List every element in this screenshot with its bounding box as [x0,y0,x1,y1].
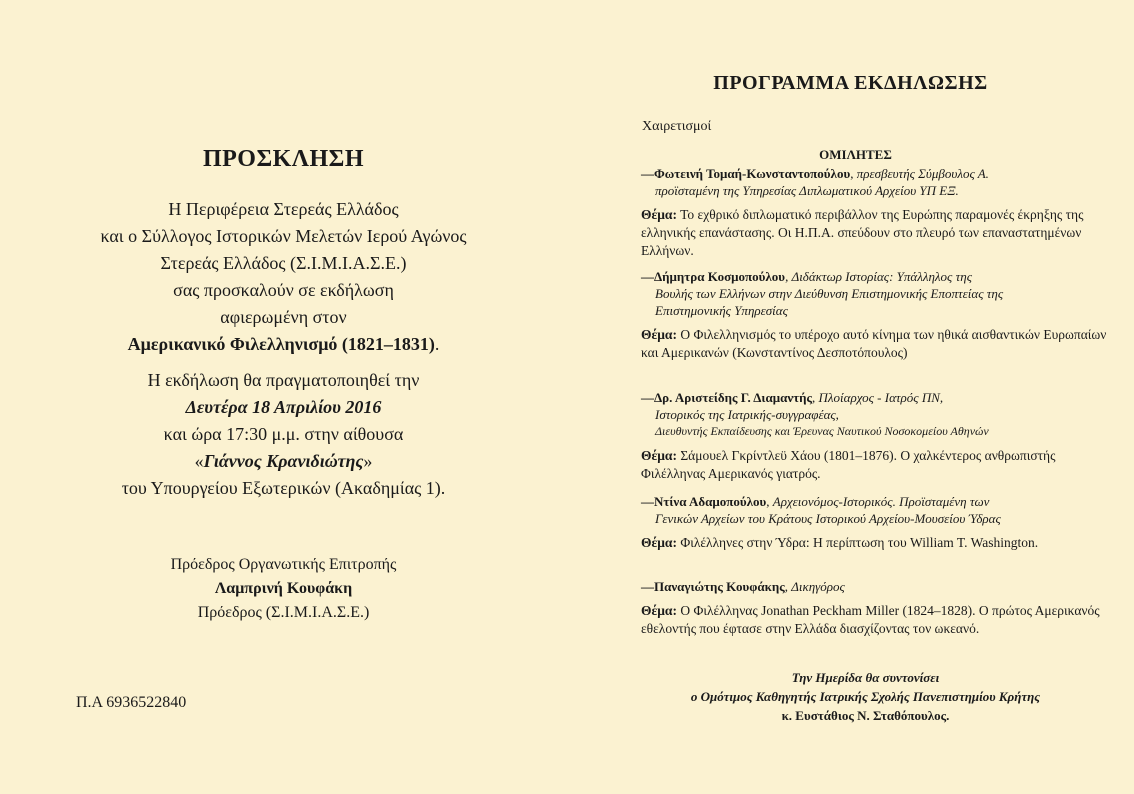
speaker-entry: —Δρ. Αριστείδης Γ. Διαμαντής, Πλοίαρχος - Ιατρός ΠΝ, Ιστορικός της Ιατρικής-συγγραφέας, Διευθυντής Εκπαίδευσης και Έρευνας Ναυτικού Νοσοκομείου Αθηνών Θέμα: Σάμουελ Γκρίντλεϋ Χάου (1801–1876). Ο χαλκέντερος ανθρωπιστής Φιλέλληνας Αμερικανός γιατρός. [641,389,1111,483]
speaker-topic: Θέμα: Φιλέλληνες στην Ύδρα: Η περίπτωση του William T. Washington. [641,535,1039,550]
speaker-role: Διδάκτωρ Ιστορίας: Υπάλληλος της [791,269,972,284]
coordinator-line: ο Ομότιμος Καθηγητής Ιατρικής Σχολής Πανεπιστημίου Κρήτης [690,689,1041,704]
coordinator-block [567,668,1134,725]
event-details [20,367,547,502]
speaker-topic: Θέμα: Σάμουελ Γκρίντλεϋ Χάου (1801–1876). Ο χαλκέντερος ανθρωπιστής Φιλέλληνας Αμερικανός γιατρός. [641,448,1056,481]
speaker-name: Παναγιώτης Κουφάκης [654,579,785,594]
speaker-entry: —Δήμητρα Κοσμοπούλου, Διδάκτωρ Ιστορίας: Υπάλληλος της Βουλής των Ελλήνων στην Διεύθυνση Επιστημονικής Εποπτείας της Επιστημονικής Υπηρεσίας Θέμα: Ο Φιλελληνισμός το υπέροχο αυτό κίνημα των ηθικά αισθαντικών Ευρωπαίων και Αμερικανών (Κωνσταντίνος Δεσποτόπουλος) [641,268,1111,362]
event-time: και ώρα 17:30 μ.μ. στην αίθουσα [163,424,404,444]
speaker-role: προϊσταμένη της Υπηρεσίας Διπλωματικού Αρχείου ΥΠ ΕΞ. [655,183,959,198]
speaker-role: Γενικών Αρχείων του Κράτους Ιστορικού Αρχείου-Μουσείου Ύδρας [655,511,1001,526]
invitation-line: σας προσκαλούν σε εκδήλωση [173,280,394,300]
event-venue: του Υπουργείου Εξωτερικών (Ακαδημίας 1). [121,478,446,498]
invitation-line: αφιερωμένη στον [220,307,347,327]
speaker-topic: Θέμα: Ο Φιλέλληνας Jonathan Peckham Miller (1824–1828). Ο πρώτος Αμερικανός εθελοντής που έφτασε στην Ελλάδα διασχίζοντας τον ωκεανό. [641,603,1100,636]
speaker-role: Διευθυντής Εκπαίδευσης και Έρευνας Ναυτικού Νοσοκομείου Αθηνών [655,424,989,438]
speaker-role: Αρχειονόμος-Ιστορικός. Προϊσταμένη των [772,494,990,509]
program-title: ΠΡΟΓΡΑΜΜΑ ΕΚΔΗΛΩΣΗΣ [713,72,988,94]
speaker-topic: Θέμα: Το εχθρικό διπλωματικό περιβάλλον της Ευρώπης παραμονές έκρηξης της ελληνικής επανάστασης. Οι Η.Π.Α. σπεύδουν στο πλευρό των επαναστατημένων Ελλήνων. [641,207,1084,258]
event-topic-title: Αμερικανικό Φιλελληνισμό (1821–1831) [127,334,435,354]
event-hall: «Γιάννος Κρανιδιώτης» [194,451,373,471]
invitation-line: Η εκδήλωση θα πραγματοποιηθεί την [147,370,420,390]
coordinator-line: Την Ημερίδα θα συντονίσει [791,670,940,685]
invitation-text [20,196,547,358]
speaker-name: Φωτεινή Τομαή-Κωνσταντοπούλου [654,166,851,181]
speaker-role: πρεσβευτής Σύμβουλος Α. [856,166,989,181]
speaker-entry: —Παναγιώτης Κουφάκης, Δικηγόρος Θέμα: Ο Φιλέλληνας Jonathan Peckham Miller (1824–1828). Ο πρώτος Αμερικανός εθελοντής που έφτασε στην Ελλάδα διασχίζοντας τον ωκεανό. [641,578,1111,638]
speaker-topic: Θέμα: Ο Φιλελληνισμός το υπέροχο αυτό κίνημα των ηθικά αισθαντικών Ευρωπαίων και Αμερικανών (Κωνσταντίνος Δεσποτόπουλος) [641,327,1107,360]
event-topic: Αμερικανικό Φιλελληνισμό (1821–1831). [127,334,440,354]
signature-block [20,553,547,625]
speaker-role: Ιστορικός της Ιατρικής-συγγραφέας, [655,407,839,422]
signature-title: Πρόεδρος (Σ.Ι.Μ.Ι.Α.Σ.Ε.) [197,604,370,621]
invitation-line: και ο Σύλλογος Ιστορικών Μελετών Ιερού Αγώνος [100,226,467,246]
program-page [567,0,1134,794]
speaker-entry: —Φωτεινή Τομαή-Κωνσταντοπούλου, πρεσβευτής Σύμβουλος Α. προϊσταμένη της Υπηρεσίας Διπλωματικού Αρχείου ΥΠ ΕΞ. Θέμα: Το εχθρικό διπλωματικό περιβάλλον της Ευρώπης παραμονές έκρηξης της ελληνικής επανάστασης. Οι Η.Π.Α. σπεύδουν στο πλευρό των επαναστατημένων Ελλήνων. [641,165,1111,260]
invitation-line: Η Περιφέρεια Στερεάς Ελλάδος [168,199,399,219]
greetings-item: Χαιρετισμοί [642,119,712,134]
signature-name: Λαμπρινή Κουφάκη [214,580,353,597]
speaker-name: Ντίνα Αδαμοπούλου [654,494,767,509]
invitation-line: Στερεάς Ελλάδος (Σ.Ι.Μ.Ι.Α.Σ.Ε.) [160,253,407,273]
coordinator-name: κ. Ευστάθιος Ν. Σταθόπουλος. [781,708,950,723]
phone-number: Π.Α 6936522840 [76,694,187,711]
invitation-title: ΠΡΟΣΚΛΗΣΗ [202,146,365,172]
speaker-role: Βουλής των Ελλήνων στην Διεύθυνση Επιστημονικής Εποπτείας της [655,286,1004,301]
signature-role: Πρόεδρος Οργανωτικής Επιτροπής [170,556,397,573]
speaker-name: Δρ. Αριστείδης Γ. Διαμαντής [654,390,812,405]
event-date: Δευτέρα 18 Απριλίου 2016 [185,397,382,417]
speaker-role: Επιστημονικής Υπηρεσίας [655,303,788,318]
speaker-role: Πλοίαρχος - Ιατρός ΠΝ, [818,390,944,405]
speaker-name: Δήμητρα Κοσμοπούλου [654,269,786,284]
speaker-entry: —Ντίνα Αδαμοπούλου, Αρχειονόμος-Ιστορικός. Προϊσταμένη των Γενικών Αρχείων του Κράτους Ιστορικού Αρχείου-Μουσείου Ύδρας Θέμα: Φιλέλληνες στην Ύδρα: Η περίπτωση του William T. Washington. [641,493,1111,552]
speakers-heading: ΟΜΙΛΗΤΕΣ [819,147,892,162]
speaker-role: Δικηγόρος [791,579,845,594]
